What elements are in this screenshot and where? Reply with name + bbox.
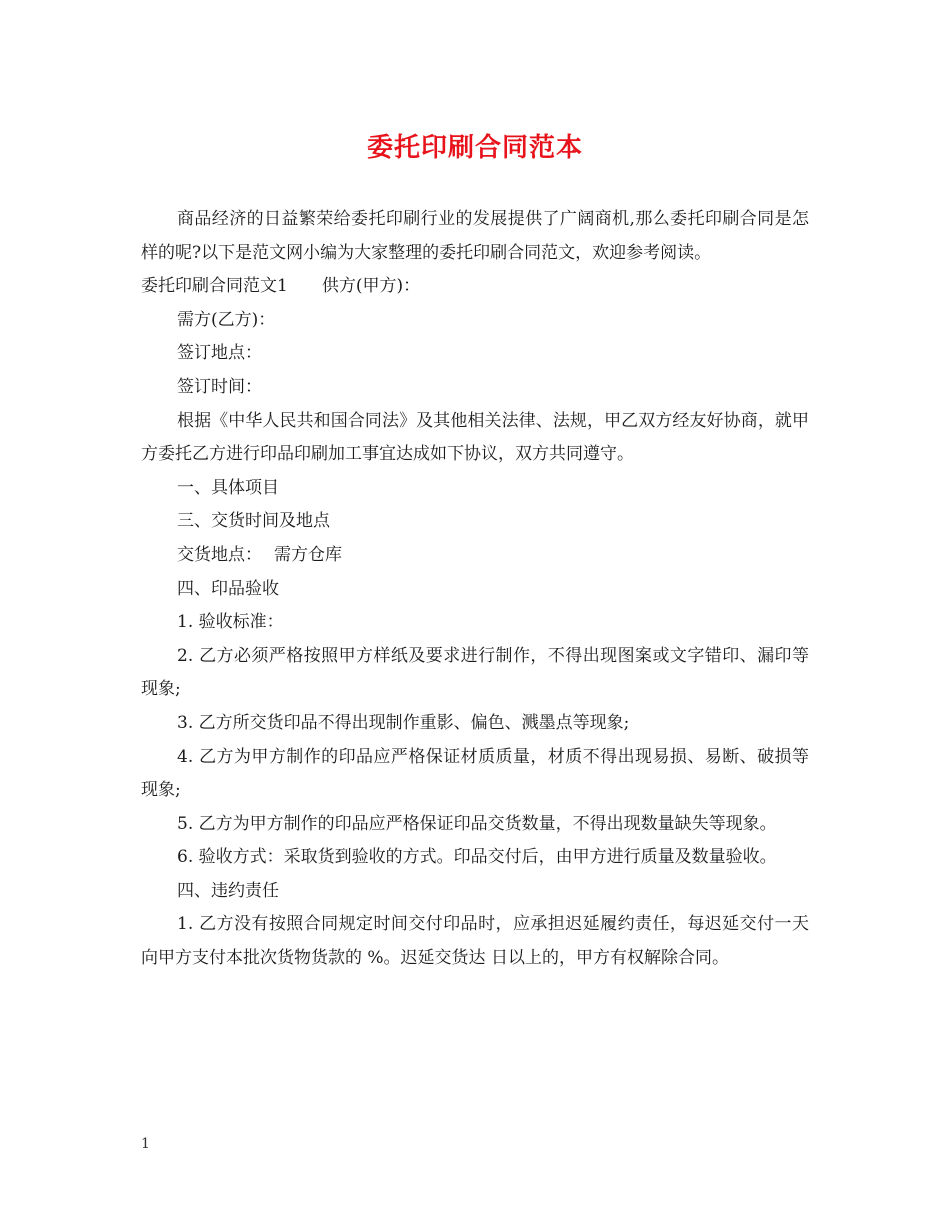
sign-place-label: 签订地点：	[177, 343, 262, 364]
document-body	[141, 203, 809, 976]
acceptance-item: 4. 乙方为甲方制作的印品应严格保证材质质量，材质不得出现易损、易断、破损等现象;	[141, 746, 809, 801]
section-heading-breach: 四、违约责任	[177, 880, 279, 901]
section-heading-acceptance: 四、印品验收	[177, 578, 279, 599]
basis-paragraph: 根据《中华人民共和国合同法》及其他相关法律、法规，甲乙双方经友好协商，就甲方委托乙方进行印品印刷加工事宜达成如下协议，双方共同遵守。	[141, 410, 809, 465]
acceptance-item: 5. 乙方为甲方制作的印品应严格保证印品交货数量，不得出现数量缺失等现象。	[177, 813, 777, 834]
breach-item: 1. 乙方没有按照合同规定时间交付印品时，应承担迟延履约责任，每迟延交付一天向甲方支付本批次货物货款的 %。迟延交货达 日以上的，甲方有权解除合同。	[141, 914, 809, 969]
section-heading-delivery: 三、交货时间及地点	[177, 511, 330, 532]
acceptance-item: 1. 验收标准：	[177, 612, 284, 633]
delivery-place-value: 需方仓库	[274, 544, 342, 565]
sample-heading: 委托印刷合同范文1	[141, 276, 288, 297]
intro-paragraph: 商品经济的日益繁荣给委托印刷行业的发展提供了广阔商机,那么委托印刷合同是怎样的呢?以下是范文网小编为大家整理的委托印刷合同范文，欢迎参考阅读。	[141, 209, 809, 263]
supplier-label: 供方(甲方)：	[321, 276, 421, 297]
sample-heading-line	[141, 270, 809, 304]
sign-time-label: 签订时间：	[177, 376, 262, 397]
acceptance-item: 3. 乙方所交货印品不得出现制作重影、偏色、溅墨点等现象;	[177, 712, 630, 733]
delivery-place-line	[141, 539, 809, 573]
buyer-label: 需方(乙方)：	[177, 309, 276, 330]
section-heading-items: 一、具体项目	[177, 477, 279, 498]
delivery-place-label: 交货地点：	[177, 544, 262, 565]
document-title: 委托印刷合同范本	[366, 133, 583, 163]
page-number: 1	[141, 1136, 150, 1152]
acceptance-item: 6. 验收方式：采取货到验收的方式。印品交付后，由甲方进行质量及数量验收。	[177, 847, 777, 868]
acceptance-item: 2. 乙方必须严格按照甲方样纸及要求进行制作，不得出现图案或文字错印、漏印等现象;	[141, 645, 809, 700]
